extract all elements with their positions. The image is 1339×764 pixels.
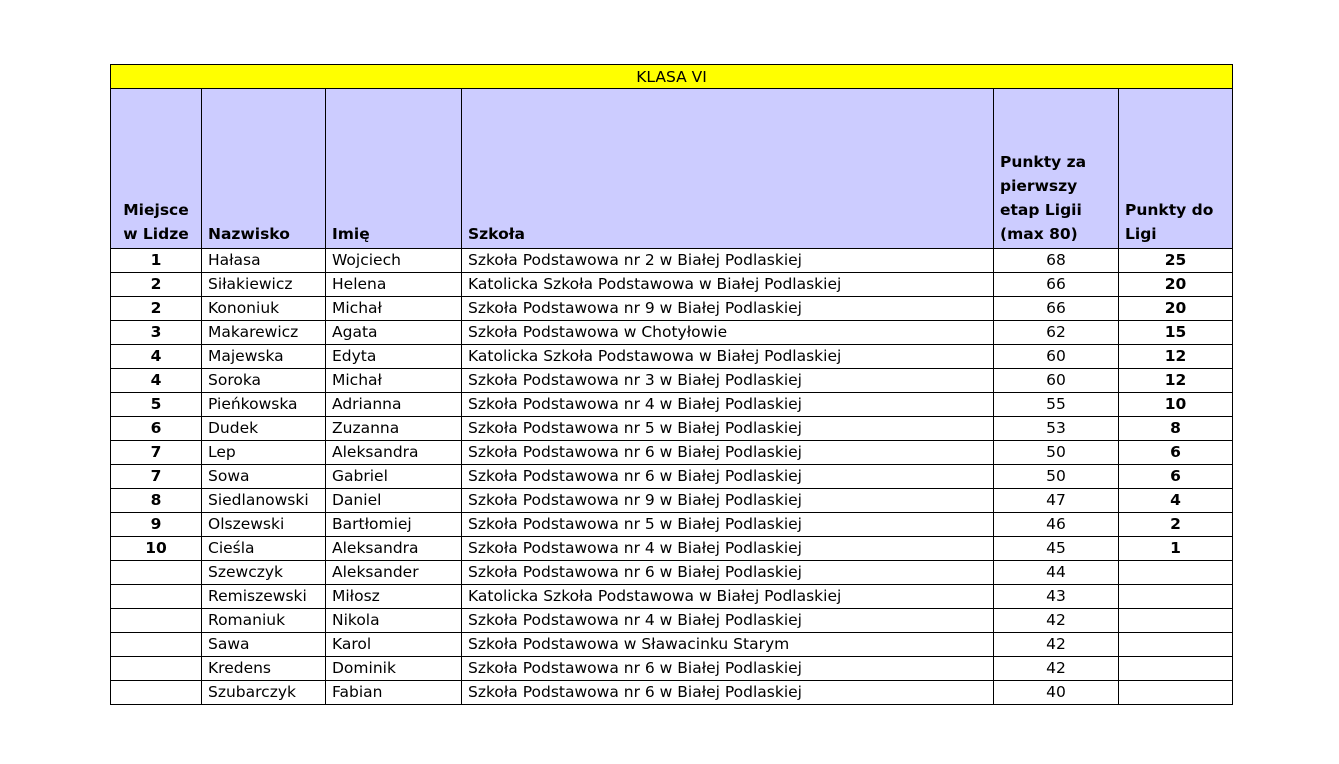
cell-place <box>111 681 202 705</box>
cell-name: Michał <box>326 297 462 321</box>
table-row <box>111 681 1233 705</box>
cell-league-points <box>1119 633 1233 657</box>
table-title: KLASA VI <box>111 65 1233 89</box>
cell-points: 55 <box>994 393 1119 417</box>
cell-name: Aleksandra <box>326 537 462 561</box>
cell-surname: Romaniuk <box>202 609 326 633</box>
cell-place: 7 <box>111 441 202 465</box>
cell-school: Szkoła Podstawowa nr 4 w Białej Podlaskiej <box>462 609 994 633</box>
cell-league-points <box>1119 609 1233 633</box>
cell-surname: Sawa <box>202 633 326 657</box>
cell-name: Aleksandra <box>326 441 462 465</box>
cell-league-points: 12 <box>1119 345 1233 369</box>
cell-school: Katolicka Szkoła Podstawowa w Białej Podlaskiej <box>462 345 994 369</box>
cell-name: Gabriel <box>326 465 462 489</box>
cell-name: Miłosz <box>326 585 462 609</box>
cell-points: 42 <box>994 633 1119 657</box>
header-row <box>111 89 1233 249</box>
cell-school: Katolicka Szkoła Podstawowa w Białej Podlaskiej <box>462 273 994 297</box>
cell-league-points: 25 <box>1119 249 1233 273</box>
cell-league-points: 2 <box>1119 513 1233 537</box>
cell-points: 66 <box>994 273 1119 297</box>
table-row <box>111 345 1233 369</box>
header-league-points: Punkty do Ligi <box>1119 89 1233 249</box>
cell-place: 10 <box>111 537 202 561</box>
cell-school: Szkoła Podstawowa nr 6 w Białej Podlaskiej <box>462 441 994 465</box>
table-row <box>111 297 1233 321</box>
cell-points: 66 <box>994 297 1119 321</box>
cell-surname: Cieśla <box>202 537 326 561</box>
cell-surname: Majewska <box>202 345 326 369</box>
cell-surname: Kononiuk <box>202 297 326 321</box>
table-row <box>111 537 1233 561</box>
cell-school: Szkoła Podstawowa nr 9 w Białej Podlaskiej <box>462 297 994 321</box>
cell-surname: Olszewski <box>202 513 326 537</box>
cell-surname: Szubarczyk <box>202 681 326 705</box>
cell-points: 45 <box>994 537 1119 561</box>
table-row <box>111 585 1233 609</box>
cell-name: Michał <box>326 369 462 393</box>
cell-place <box>111 657 202 681</box>
cell-league-points: 15 <box>1119 321 1233 345</box>
cell-place: 6 <box>111 417 202 441</box>
cell-points: 68 <box>994 249 1119 273</box>
cell-school: Szkoła Podstawowa nr 4 w Białej Podlaskiej <box>462 393 994 417</box>
cell-points: 46 <box>994 513 1119 537</box>
cell-name: Daniel <box>326 489 462 513</box>
cell-surname: Makarewicz <box>202 321 326 345</box>
cell-place: 2 <box>111 297 202 321</box>
cell-school: Szkoła Podstawowa nr 6 w Białej Podlaskiej <box>462 465 994 489</box>
cell-surname: Szewczyk <box>202 561 326 585</box>
cell-name: Edyta <box>326 345 462 369</box>
cell-school: Szkoła Podstawowa nr 5 w Białej Podlaskiej <box>462 513 994 537</box>
header-name: Imię <box>326 89 462 249</box>
cell-place: 9 <box>111 513 202 537</box>
cell-surname: Hałasa <box>202 249 326 273</box>
cell-name: Bartłomiej <box>326 513 462 537</box>
cell-points: 40 <box>994 681 1119 705</box>
cell-school: Katolicka Szkoła Podstawowa w Białej Podlaskiej <box>462 585 994 609</box>
cell-surname: Soroka <box>202 369 326 393</box>
cell-league-points: 6 <box>1119 465 1233 489</box>
cell-surname: Remiszewski <box>202 585 326 609</box>
cell-school: Szkoła Podstawowa nr 5 w Białej Podlaskiej <box>462 417 994 441</box>
cell-place: 8 <box>111 489 202 513</box>
cell-school: Szkoła Podstawowa nr 3 w Białej Podlaskiej <box>462 369 994 393</box>
table-row <box>111 249 1233 273</box>
cell-points: 43 <box>994 585 1119 609</box>
cell-place <box>111 585 202 609</box>
cell-league-points: 6 <box>1119 441 1233 465</box>
header-place: Miejsce w Lidze <box>111 89 202 249</box>
table-row <box>111 273 1233 297</box>
cell-league-points <box>1119 681 1233 705</box>
cell-name: Helena <box>326 273 462 297</box>
header-points: Punkty za pierwszy etap Ligii (max 80) <box>994 89 1119 249</box>
table-row <box>111 321 1233 345</box>
table-row <box>111 561 1233 585</box>
table-row <box>111 369 1233 393</box>
cell-school: Szkoła Podstawowa nr 9 w Białej Podlaskiej <box>462 489 994 513</box>
cell-place: 1 <box>111 249 202 273</box>
cell-name: Adrianna <box>326 393 462 417</box>
cell-points: 50 <box>994 441 1119 465</box>
cell-place <box>111 561 202 585</box>
cell-league-points: 8 <box>1119 417 1233 441</box>
cell-points: 62 <box>994 321 1119 345</box>
cell-name: Karol <box>326 633 462 657</box>
table-row <box>111 633 1233 657</box>
cell-surname: Siłakiewicz <box>202 273 326 297</box>
cell-name: Agata <box>326 321 462 345</box>
cell-surname: Lep <box>202 441 326 465</box>
cell-school: Szkoła Podstawowa nr 6 w Białej Podlaskiej <box>462 657 994 681</box>
table-row <box>111 465 1233 489</box>
cell-points: 42 <box>994 657 1119 681</box>
cell-league-points: 4 <box>1119 489 1233 513</box>
cell-league-points: 1 <box>1119 537 1233 561</box>
cell-surname: Sowa <box>202 465 326 489</box>
table-row <box>111 393 1233 417</box>
cell-name: Fabian <box>326 681 462 705</box>
cell-place <box>111 633 202 657</box>
cell-place: 2 <box>111 273 202 297</box>
cell-name: Dominik <box>326 657 462 681</box>
results-body <box>111 249 1233 705</box>
cell-name: Aleksander <box>326 561 462 585</box>
cell-league-points <box>1119 561 1233 585</box>
table-row <box>111 417 1233 441</box>
cell-league-points: 20 <box>1119 297 1233 321</box>
cell-school: Szkoła Podstawowa nr 2 w Białej Podlaskiej <box>462 249 994 273</box>
results-table <box>110 64 1233 705</box>
cell-name: Nikola <box>326 609 462 633</box>
cell-place: 5 <box>111 393 202 417</box>
cell-points: 60 <box>994 369 1119 393</box>
cell-league-points: 20 <box>1119 273 1233 297</box>
title-row <box>111 65 1233 89</box>
cell-place <box>111 609 202 633</box>
cell-points: 47 <box>994 489 1119 513</box>
cell-school: Szkoła Podstawowa w Sławacinku Starym <box>462 633 994 657</box>
cell-points: 50 <box>994 465 1119 489</box>
cell-points: 44 <box>994 561 1119 585</box>
cell-place: 4 <box>111 345 202 369</box>
header-surname: Nazwisko <box>202 89 326 249</box>
cell-league-points <box>1119 585 1233 609</box>
cell-league-points: 10 <box>1119 393 1233 417</box>
cell-school: Szkoła Podstawowa nr 6 w Białej Podlaskiej <box>462 681 994 705</box>
cell-points: 53 <box>994 417 1119 441</box>
table-row <box>111 657 1233 681</box>
cell-school: Szkoła Podstawowa nr 6 w Białej Podlaskiej <box>462 561 994 585</box>
cell-school: Szkoła Podstawowa nr 4 w Białej Podlaskiej <box>462 537 994 561</box>
cell-name: Wojciech <box>326 249 462 273</box>
table-row <box>111 609 1233 633</box>
table-row <box>111 441 1233 465</box>
cell-name: Zuzanna <box>326 417 462 441</box>
table-row <box>111 489 1233 513</box>
cell-points: 60 <box>994 345 1119 369</box>
cell-league-points <box>1119 657 1233 681</box>
table-row <box>111 513 1233 537</box>
cell-points: 42 <box>994 609 1119 633</box>
cell-surname: Dudek <box>202 417 326 441</box>
header-school: Szkoła <box>462 89 994 249</box>
cell-surname: Pieńkowska <box>202 393 326 417</box>
cell-school: Szkoła Podstawowa w Chotyłowie <box>462 321 994 345</box>
cell-surname: Siedlanowski <box>202 489 326 513</box>
cell-place: 4 <box>111 369 202 393</box>
cell-place: 3 <box>111 321 202 345</box>
cell-place: 7 <box>111 465 202 489</box>
cell-surname: Kredens <box>202 657 326 681</box>
cell-league-points: 12 <box>1119 369 1233 393</box>
